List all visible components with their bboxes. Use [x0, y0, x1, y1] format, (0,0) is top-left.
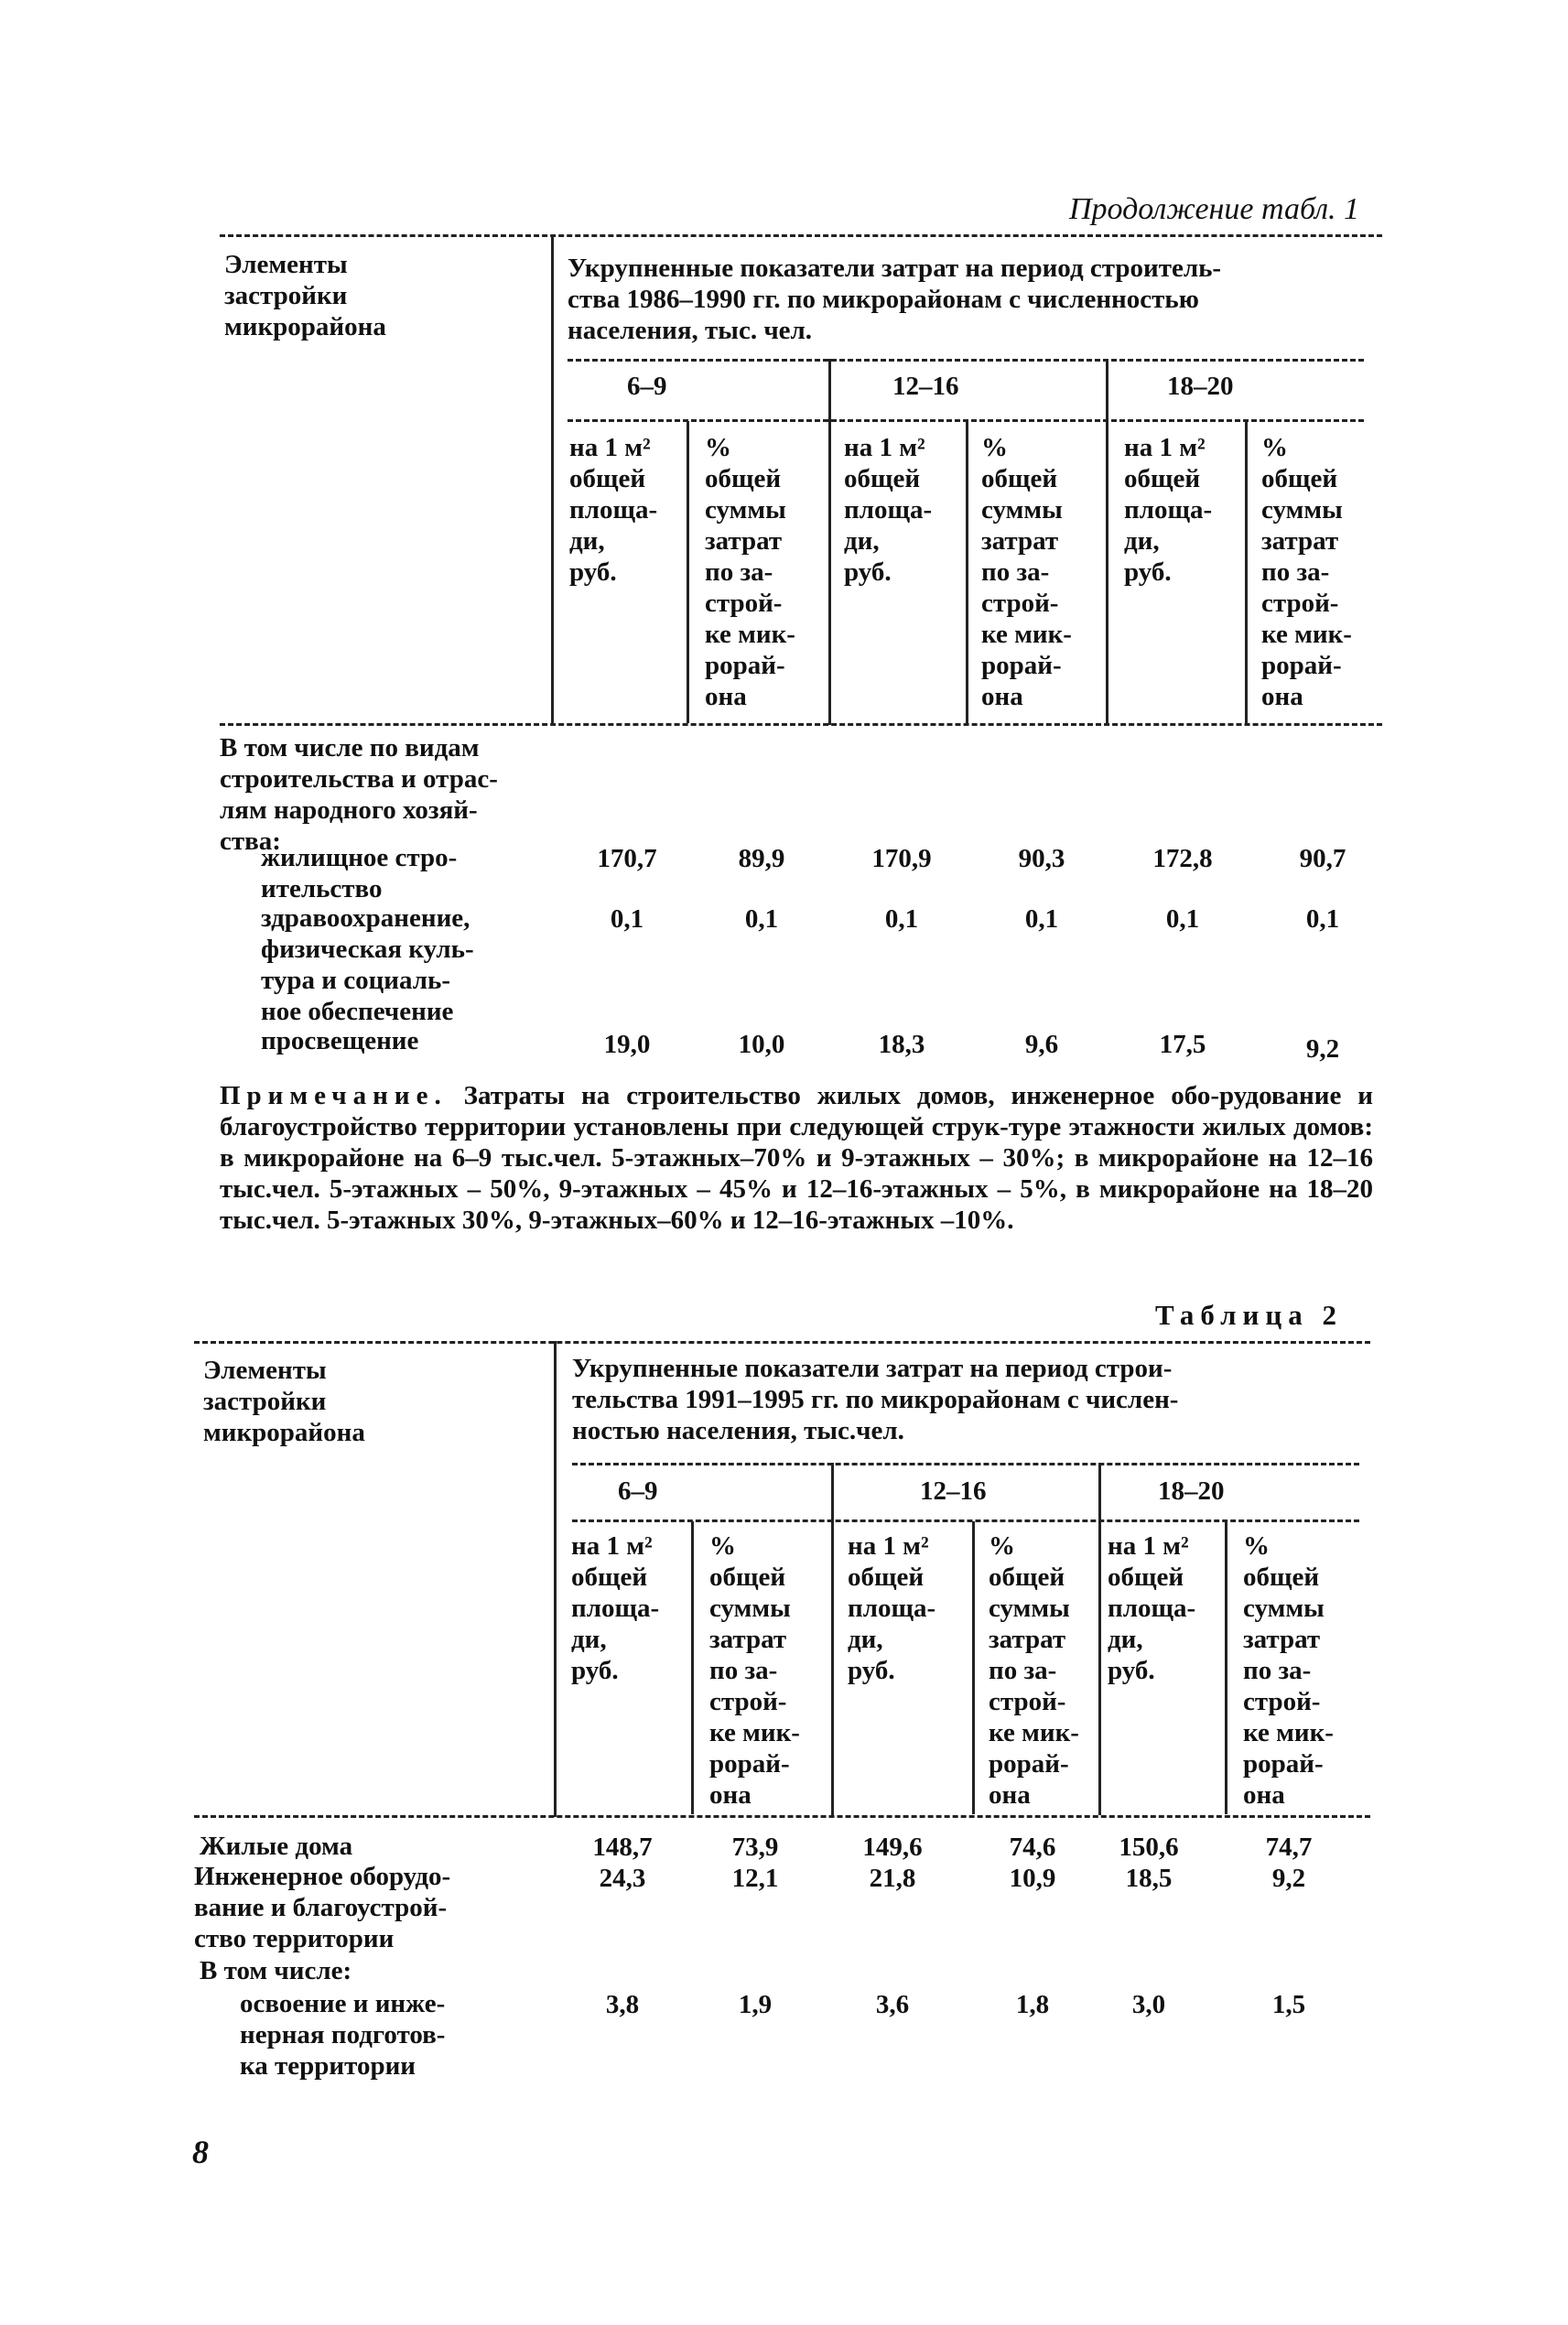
table2-row-label: освоение и инже- нерная подготов- ка территории [240, 1989, 446, 2081]
table2-cell: 1,5 [1271, 1990, 1306, 2019]
table1-cell: 0,1 [610, 904, 644, 934]
table1-cell: 0,1 [1165, 904, 1200, 934]
table2-group-2: 12–16 [920, 1476, 987, 1506]
table1-row-label: здравоохранение, физическая куль- тура и социаль- ное обеспечение [261, 903, 474, 1026]
table1-vline-s1 [687, 421, 689, 723]
table2-cell: 74,6 [1009, 1833, 1056, 1862]
table2-cell: 149,6 [862, 1833, 923, 1862]
table2-group-3: 18–20 [1158, 1476, 1225, 1506]
table1-cell: 9,2 [1305, 1034, 1340, 1064]
table2-vline-g1 [831, 1463, 834, 1815]
table2-header-bottom-rule [194, 1815, 1370, 1818]
table2-cell: 1,8 [1015, 1990, 1050, 2019]
table2-cell: 148,7 [592, 1833, 653, 1862]
table1-cell: 10,0 [738, 1030, 785, 1059]
table2-top-rule [194, 1341, 1370, 1344]
table2-sub-m2-2: на 1 м² общей площа- ди, руб. [848, 1531, 936, 1685]
table1-sub-pct-3: % общей суммы затрат по за- строй- ке мик- рорай- она [1261, 433, 1352, 711]
table1-vline-s2 [966, 421, 968, 723]
table2-cell: 3,6 [875, 1990, 910, 2019]
table1-cell: 0,1 [884, 904, 919, 934]
table1-cell: 17,5 [1159, 1030, 1206, 1059]
table2-cell: 12,1 [731, 1864, 779, 1893]
table2-rule-3 [572, 1519, 1359, 1522]
table2-cell: 1,9 [738, 1990, 773, 2019]
table1-header-main: Укрупненные показатели затрат на период строитель- ства 1986–1990 гг. по микрорайонам с численностью населения, тыс. чел. [568, 254, 1222, 345]
table2-cell: 3,0 [1131, 1990, 1166, 2019]
table2-sub-pct-1: % общей суммы затрат по за- строй- ке мик- рорай- она [709, 1531, 800, 1810]
table2-sub-pct-2: % общей суммы затрат по за- строй- ке мик- рорай- она [989, 1531, 1079, 1810]
table1-col-elements: Элементы застройки микрорайона [224, 250, 386, 341]
table1-cell: 90,3 [1018, 844, 1065, 873]
table2-group-1: 6–9 [618, 1476, 658, 1506]
table2-row-label: Жилые дома [200, 1832, 353, 1861]
table2-cell: 73,9 [731, 1833, 779, 1862]
table2-cell: 74,7 [1265, 1833, 1313, 1862]
table1-vline-g2 [1106, 359, 1108, 725]
table1-cell: 9,6 [1024, 1030, 1059, 1059]
table1-cell: 0,1 [1024, 904, 1059, 934]
table1-group-3: 18–20 [1167, 372, 1234, 401]
table1-sub-pct-1: % общей суммы затрат по за- строй- ке мик- рорай- она [705, 433, 795, 711]
table1-cell: 18,3 [878, 1030, 925, 1059]
table1-vline-g1 [828, 359, 831, 725]
table1-cell: 90,7 [1299, 844, 1346, 873]
table1-row-label: жилищное стро- ительство [261, 843, 458, 903]
table1-sub-m2-2: на 1 м² общей площа- ди, руб. [844, 433, 933, 587]
table2-sub-m2-1: на 1 м² общей площа- ди, руб. [571, 1531, 660, 1685]
table2-col-elements: Элементы застройки микрорайона [203, 1356, 365, 1447]
table1-cell: 0,1 [1305, 904, 1340, 934]
table2-vline-s3 [1225, 1521, 1227, 1814]
table2-cell: 9,2 [1271, 1864, 1306, 1893]
table2-vline-g2 [1098, 1463, 1101, 1815]
note-text: Затраты на строительство жилых домов, инженерное обо-рудование и благоустройство территории установлены при следующей струк-туре этажности жилых домов: в микрорайоне на 6–9 тыс.чел. 5-этажных–70% и 9-этажных – 30%; в микрорайоне на 12–16 тыс.чел. 5-этажных – 50%, 9-этажных – 45% и 12–16-этажных – 5%, в микрорайоне на 18–20 тыс.чел. 5-этажных 30%, 9-этажных–60% и 12–16-этажных –10%. [220, 1081, 1373, 1235]
table2-divider [554, 1341, 557, 1817]
table1-sub-m2-3: на 1 м² общей площа- ди, руб. [1124, 433, 1213, 587]
table1-caption: Продолжение табл. 1 [1069, 192, 1360, 226]
table1-sub-pct-2: % общей суммы затрат по за- строй- ке мик- рорай- она [981, 433, 1072, 711]
table1-cell: 170,7 [597, 844, 657, 873]
table1-note [220, 1080, 1373, 1236]
table2-cell: 18,5 [1125, 1864, 1173, 1893]
table2-row-label: В том числе: [200, 1956, 352, 1985]
note-prefix: Примечание. [220, 1081, 448, 1110]
table1-cell: 89,9 [738, 844, 785, 873]
table1-cell: 172,8 [1152, 844, 1213, 873]
table2-sub-m2-3: на 1 м² общей площа- ди, руб. [1108, 1531, 1196, 1685]
table1-sub-m2-1: на 1 м² общей площа- ди, руб. [569, 433, 658, 587]
table2-sub-pct-3: % общей суммы затрат по за- строй- ке мик- рорай- она [1243, 1531, 1334, 1810]
table2-vline-s2 [972, 1521, 975, 1814]
table2-cell: 3,8 [605, 1990, 640, 2019]
table1-rule-2 [568, 359, 1364, 362]
table1-vline-s3 [1245, 421, 1248, 723]
table1-section-label: В том числе по видам строительства и отрас- лям народного хозяй- ства: [220, 733, 498, 856]
table2-cell: 10,9 [1009, 1864, 1056, 1893]
table1-cell: 0,1 [744, 904, 779, 934]
table2-rule-2 [572, 1463, 1359, 1465]
table2-cell: 24,3 [599, 1864, 646, 1893]
table1-header-bottom-rule [220, 723, 1382, 726]
table1-group-2: 12–16 [892, 372, 959, 401]
table1-cell: 19,0 [603, 1030, 651, 1059]
table1-top-rule [220, 234, 1382, 237]
table1-divider [551, 234, 554, 724]
page-number: 8 [192, 2134, 209, 2170]
table2-header-main: Укрупненные показатели затрат на период строи- тельства 1991–1995 гг. по микрорайонам с числен- ностью населения, тыс.чел. [572, 1354, 1179, 1445]
table2-cell: 21,8 [869, 1864, 916, 1893]
table1-row-label: просвещение [261, 1026, 419, 1055]
table2-caption: Таблица 2 [1155, 1299, 1343, 1331]
table2-vline-s1 [691, 1521, 694, 1814]
table2-cell: 150,6 [1119, 1833, 1179, 1862]
table1-cell: 170,9 [871, 844, 932, 873]
table2-row-label: Инженерное оборудо- вание и благоустрой- ство территории [194, 1862, 451, 1953]
table1-group-1: 6–9 [627, 372, 667, 401]
